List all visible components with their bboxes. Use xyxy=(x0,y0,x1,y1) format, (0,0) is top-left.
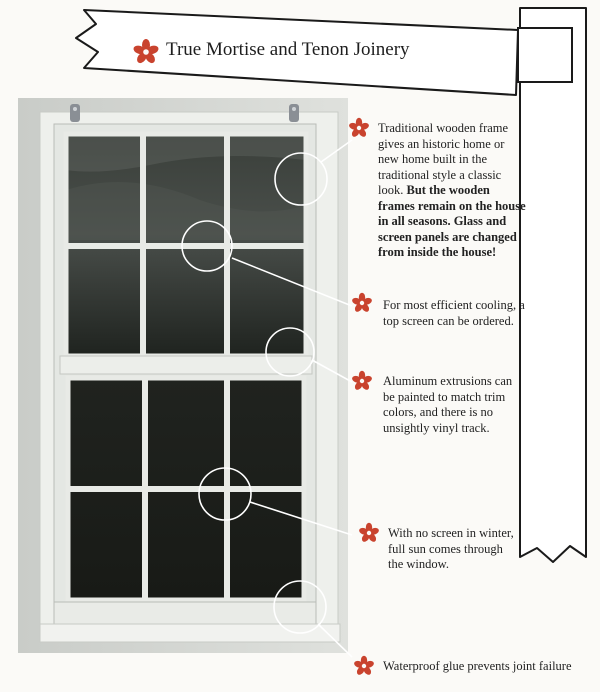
meeting-rail xyxy=(60,356,312,374)
annotation-winter-sun xyxy=(388,526,518,573)
page-title: True Mortise and Tenon Joinery xyxy=(166,39,410,60)
annotation-waterproof-glue xyxy=(383,659,600,675)
upper-sash xyxy=(66,134,306,356)
annotation-text: For most efficient cooling, a top screen can be ordered. xyxy=(383,298,525,328)
flower-icon xyxy=(353,655,375,677)
window-clip xyxy=(70,104,80,122)
sill xyxy=(54,602,316,624)
lower-sash xyxy=(68,378,304,600)
annotation-text: With no screen in winter, full sun comes through the window. xyxy=(388,526,514,571)
annotation-text: Aluminum extrusions can be painted to match trim colors, and there is no unsightly vinyl track. xyxy=(383,374,513,435)
flower-icon xyxy=(351,292,373,314)
flower-icon xyxy=(358,522,380,544)
annotation-text: Waterproof glue prevents joint failure xyxy=(383,659,572,673)
flower-icon xyxy=(351,370,373,392)
flower-icon xyxy=(348,117,370,139)
annotation-top-screen xyxy=(383,298,525,329)
annotation-text: Traditional wooden frame gives an historic home or new home built in the traditional style a classic look. xyxy=(378,121,509,197)
window-clip xyxy=(289,104,299,122)
annotation-traditional-frame xyxy=(378,121,528,261)
annotation-aluminum-extrusions xyxy=(383,374,515,436)
annotation-emphasis: But the wooden frames remain on the house in all seasons. Glass and screen panels are changed from inside the house! xyxy=(378,183,526,259)
